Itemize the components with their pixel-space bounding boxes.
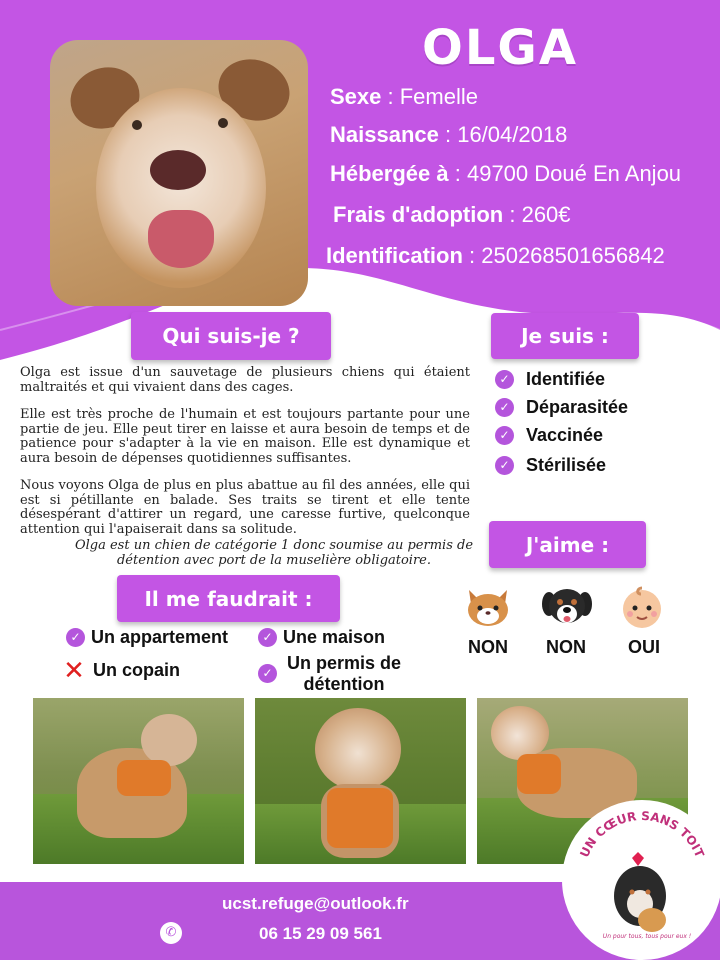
status-item: Vaccinée xyxy=(526,425,604,445)
check-icon: ✓ xyxy=(495,370,514,389)
phone-icon: ✆ xyxy=(160,922,182,944)
dog-photo-2 xyxy=(255,698,466,864)
needs-heading: Il me faudrait : xyxy=(117,575,340,622)
status-item: Déparasitée xyxy=(526,397,629,417)
about-paragraph-3: Nous voyons Olga de plus en plus abattue au fil des années, elle qui est si pétillante en balade. Ses traits se tirent et elle tente désespérant d'attirer un regard, une caresse furtive, quelconque attention qui l'apaiserait dans sa solitude. xyxy=(20,478,470,537)
about-paragraph-2: Elle est très proche de l'humain et est toujours partante pour une partie de jeu. Elle peut tirer en laisse et aura besoin de temps et de patience pour s'adapter à la vie en maison. Elle est dynamique et aura besoin de dépenses quotidiennes suffisantes. xyxy=(20,407,470,466)
dog-icon xyxy=(541,584,593,628)
check-icon: ✓ xyxy=(495,456,514,475)
about-heading: Qui suis-je ? xyxy=(131,312,331,360)
check-icon: ✓ xyxy=(495,398,514,417)
info-sex-label: Sexe xyxy=(330,84,382,109)
check-icon: ✓ xyxy=(66,628,85,647)
info-fee xyxy=(333,202,571,228)
info-id-sep: : xyxy=(462,243,482,268)
cross-icon: ✕ xyxy=(63,656,85,686)
category-note: Olga est un chien de catégorie 1 donc soumise au permis de détention avec port de la muselière obligatoire. xyxy=(74,538,474,568)
need-item: Une maison xyxy=(283,627,386,647)
info-birth-sep: : xyxy=(438,122,458,147)
need-item: Un appartement xyxy=(91,627,229,647)
dog-photo-1 xyxy=(33,698,244,864)
need-item: Un copain xyxy=(93,660,181,680)
status-heading: Je suis : xyxy=(491,313,639,359)
info-birth-label: Naissance xyxy=(330,122,439,147)
logo-name: UN CŒUR SANS TOIT xyxy=(577,808,707,860)
info-fee-value: 260€ xyxy=(521,202,571,227)
info-sex-value: Femelle xyxy=(399,84,478,109)
about-paragraph-1: Olga est issue d'un sauvetage de plusieurs chiens qui étaient maltraités et qui vivaient dans des cages. xyxy=(20,365,470,395)
info-location-value: 49700 Doué En Anjou xyxy=(466,161,682,186)
main-dog-photo xyxy=(50,40,308,306)
contact-email[interactable]: ucst.refuge@outlook.fr xyxy=(222,894,409,913)
logo-tagline: Un pour tous, tous pour eux ! xyxy=(602,933,692,940)
cat-icon xyxy=(463,586,513,628)
info-location xyxy=(330,161,681,187)
info-id-label: Identification xyxy=(326,243,463,268)
likes-heading: J'aime : xyxy=(489,521,646,568)
info-sex-sep: : xyxy=(381,84,400,109)
info-id-value: 250268501656842 xyxy=(481,243,665,268)
check-icon: ✓ xyxy=(495,426,514,445)
pet-name-title: OLGA xyxy=(422,20,578,76)
like-dog-label: NON xyxy=(546,637,586,657)
shelter-logo xyxy=(562,800,720,960)
svg-text:UN CŒUR SANS TOIT xyxy=(577,809,707,860)
baby-icon xyxy=(619,584,665,630)
info-id xyxy=(326,243,665,269)
status-item: Identifiée xyxy=(526,369,606,389)
info-fee-sep: : xyxy=(503,202,522,227)
info-location-sep: : xyxy=(448,161,467,186)
info-sex xyxy=(330,84,478,110)
info-birth-value: 16/04/2018 xyxy=(457,122,568,147)
contact-phone[interactable]: 06 15 29 09 561 xyxy=(259,924,382,943)
like-baby-label: OUI xyxy=(627,637,660,657)
check-icon: ✓ xyxy=(258,664,277,683)
status-item: Stérilisée xyxy=(526,455,607,475)
need-item: Un permis de détention xyxy=(286,653,402,694)
info-fee-label: Frais d'adoption xyxy=(333,202,504,227)
info-birth xyxy=(330,122,567,148)
info-location-label: Hébergée à xyxy=(330,161,449,186)
like-cat-label: NON xyxy=(468,637,508,657)
check-icon: ✓ xyxy=(258,628,277,647)
